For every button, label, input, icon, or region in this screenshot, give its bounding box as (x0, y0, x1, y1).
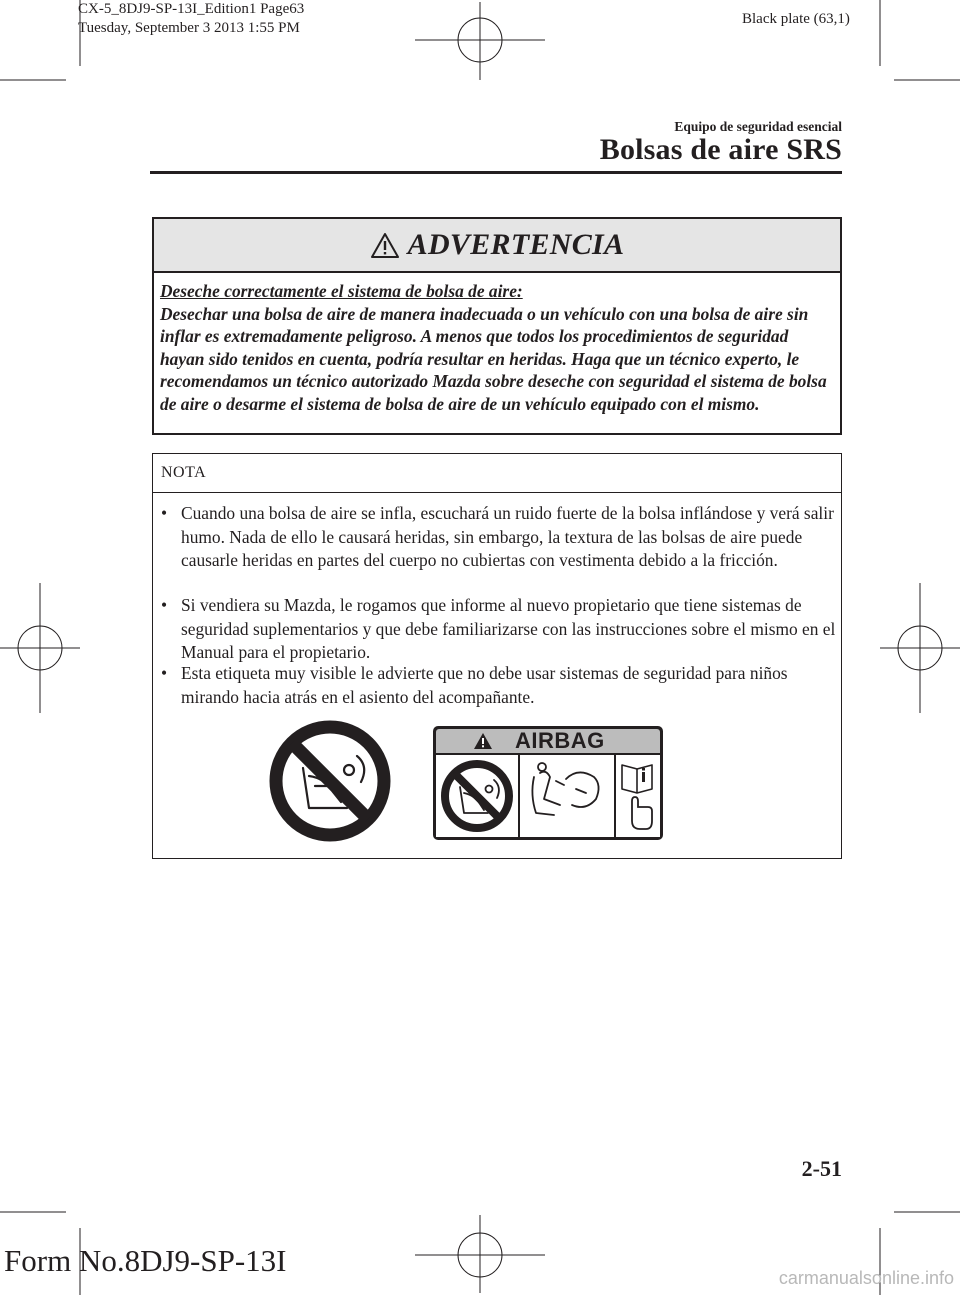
header-rule (150, 171, 842, 174)
airbag-deployment-icon (520, 755, 614, 837)
label-panel-manual (616, 755, 660, 837)
airbag-banner-text: AIRBAG (515, 728, 605, 753)
watermark: carmanualsonline.info (778, 1268, 954, 1288)
note-item-text: Cuando una bolsa de aire se infla, escuchará un ruido fuerte de la bolsa inflándose y verá salir humo. Nada de ello le causará heridas, sin embargo, la textura de las bolsas de aire puede causarle heridas en partes del cuerpo no cubiertas con vestimenta debido a la fricción. (181, 503, 834, 570)
plate-info: Black plate (63,1) (742, 11, 850, 27)
no-child-seat-icon (436, 755, 518, 837)
airbag-warning-label (433, 726, 663, 840)
print-timestamp: Tuesday, September 3 2013 1:55 PM (78, 20, 300, 36)
note-label: NOTA (161, 464, 207, 481)
note-item (161, 594, 837, 665)
bullet-icon: • (161, 503, 168, 523)
warning-subtitle: Deseche correctamente el sistema de bolsa de aire: (160, 281, 523, 301)
note-item (161, 502, 837, 573)
warning-title: ADVERTENCIA (407, 228, 625, 261)
page-number: 2-51 (801, 1156, 842, 1181)
label-panel-deployment (520, 755, 614, 837)
no-rear-facing-child-seat-icon (265, 716, 395, 846)
read-manual-icon (616, 755, 660, 837)
bullet-icon: • (161, 663, 168, 683)
chapter-title: Bolsas de aire SRS (599, 133, 842, 166)
form-number: Form No.8DJ9-SP-13I (4, 1243, 287, 1278)
note-item-text: Esta etiqueta muy visible le advierte que no debe usar sistemas de seguridad para niños mirando hacia atrás en el asiento del acompañante. (181, 663, 788, 707)
warning-triangle-icon (473, 732, 493, 750)
warning-box (152, 217, 842, 435)
note-box (152, 453, 842, 859)
note-item-text: Si vendiera su Mazda, le rogamos que informe al nuevo propietario que tiene sistemas de seguridad suplementarios y que debe familiarizarse con las instrucciones sobre el mismo en el Manual para el propietario. (181, 595, 836, 662)
section-title: Equipo de seguridad esencial (674, 119, 842, 134)
warning-text (160, 280, 836, 416)
bullet-icon: • (161, 595, 168, 615)
airbag-banner (436, 729, 660, 753)
warning-header (154, 219, 840, 273)
note-header (153, 454, 841, 493)
label-panel-prohibited (436, 755, 518, 837)
warning-body: Desechar una bolsa de aire de manera inadecuada o un vehículo con una bolsa de aire sin inflar es extremadamente peligroso. A menos que todos los procedimientos de seguridad hayan sido tenidos en cuenta, podría resultar en heridas. Haga que un técnico experto, le recomendamos un técnico autorizado Mazda sobre deseche con seguridad el sistema de bolsa de aire o desarme el sistema de bolsa de aire de un vehículo equipado con el mismo. (160, 303, 827, 414)
note-item (161, 662, 837, 709)
print-file-info: CX-5_8DJ9-SP-13I_Edition1 Page63 (78, 1, 305, 17)
warning-triangle-icon (370, 232, 400, 259)
